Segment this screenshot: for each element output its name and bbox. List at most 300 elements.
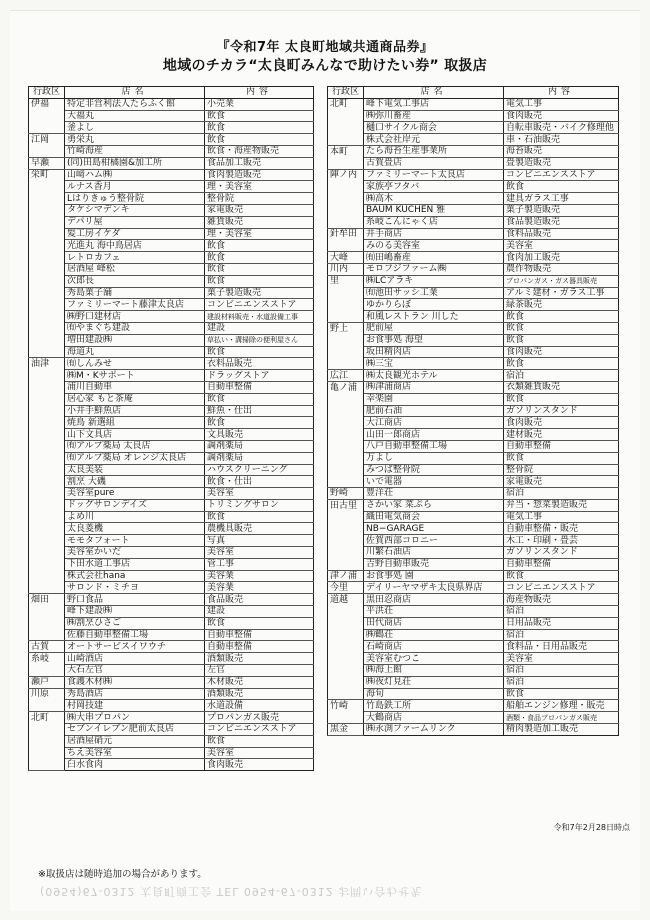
content-cell: 飲食	[205, 110, 314, 122]
store-name-cell: 野口食品	[65, 594, 205, 606]
store-header: 店名	[364, 87, 504, 99]
content-cell: 自動車整備	[205, 641, 314, 653]
table-row	[328, 594, 619, 606]
store-name-cell: 竹島鉄工所	[364, 700, 504, 712]
district-cell	[328, 452, 364, 464]
table-row	[328, 488, 619, 500]
table-row	[29, 582, 314, 594]
store-name-cell: ㈱海上館	[364, 665, 504, 677]
table-row	[328, 358, 619, 370]
district-cell	[328, 641, 364, 653]
content-cell: 飲食	[205, 134, 314, 146]
content-cell: 海苔販売	[504, 145, 619, 157]
content-cell: 食肉加工販売	[504, 252, 619, 264]
table-row	[328, 334, 619, 346]
content-cell: 飲食	[205, 122, 314, 134]
table-row	[328, 299, 619, 311]
table-row	[29, 429, 314, 441]
district-cell: 江岡	[29, 134, 65, 146]
content-cell: 飲食・仕出	[205, 476, 314, 488]
district-cell	[328, 464, 364, 476]
table-row	[29, 676, 314, 688]
content-cell: 左官	[205, 665, 314, 677]
district-cell	[328, 216, 364, 228]
content-cell: 草払い・溝掃除の便利屋さん	[205, 334, 314, 346]
table-row	[328, 240, 619, 252]
content-cell: 菓子製造販売	[504, 204, 619, 216]
district-cell	[29, 582, 65, 594]
table-row	[328, 252, 619, 264]
table-row	[29, 547, 314, 559]
table-row	[29, 735, 314, 747]
table-row	[328, 381, 619, 393]
district-cell	[29, 287, 65, 299]
store-name-cell: 光進丸 海中鳥居店	[65, 240, 205, 252]
table-row	[29, 665, 314, 677]
district-cell	[29, 299, 65, 311]
store-name-cell: 古賀畳店	[364, 157, 504, 169]
district-cell	[29, 122, 65, 134]
store-name-cell: みつば整骨院	[364, 464, 504, 476]
district-cell	[328, 440, 364, 452]
table-row	[328, 535, 619, 547]
store-name-cell: ㈱LCアラキ	[364, 275, 504, 287]
district-cell	[29, 405, 65, 417]
content-cell: ガソリンスタンド	[504, 547, 619, 559]
content-cell: 宿泊	[504, 488, 619, 500]
store-name-cell: 峰下建設㈱	[65, 606, 205, 618]
district-cell	[29, 511, 65, 523]
district-cell: 田古里	[328, 499, 364, 511]
store-name-cell: 勇栄丸	[65, 134, 205, 146]
table-row	[328, 452, 619, 464]
district-cell: 今里	[328, 582, 364, 594]
district-cell	[328, 429, 364, 441]
district-cell: 道越	[328, 594, 364, 606]
district-cell	[328, 712, 364, 724]
store-name-cell: 美容室pure	[65, 488, 205, 500]
district-cell	[29, 617, 65, 629]
content-cell: コンビニエンスストア	[205, 724, 314, 736]
store-name-cell: 糸岐こんにゃく店	[364, 216, 504, 228]
district-cell: 油津	[29, 358, 65, 370]
content-cell: 食肉販売	[504, 110, 619, 122]
table-row	[29, 216, 314, 228]
store-name-cell: 肥前屋	[364, 322, 504, 334]
content-cell: 精肉製造加工販売	[504, 724, 619, 736]
table-row	[29, 157, 314, 169]
content-cell: 食品製造販売	[504, 216, 619, 228]
district-cell: 北町	[328, 98, 364, 110]
table-row	[29, 712, 314, 724]
table-row	[29, 641, 314, 653]
store-name-cell: ㈱弥川畜産	[364, 110, 504, 122]
content-cell: 家電販売	[205, 204, 314, 216]
store-name-cell: 割烹 大磯	[65, 476, 205, 488]
store-name-cell: 秀島菓子舗	[65, 287, 205, 299]
table-row	[328, 405, 619, 417]
content-cell: 食品加工販売	[205, 157, 314, 169]
table-row	[328, 169, 619, 181]
store-name-cell: 臼水食肉	[65, 759, 205, 771]
district-cell	[29, 735, 65, 747]
table-row	[29, 594, 314, 606]
content-cell: 建設	[205, 606, 314, 618]
content-cell: アルミ建材・ガラス工事	[504, 287, 619, 299]
content-cell: 宿泊	[504, 606, 619, 618]
content-cell: 飲食	[504, 393, 619, 405]
district-cell	[29, 535, 65, 547]
district-cell	[328, 665, 364, 677]
district-cell: 野崎	[328, 488, 364, 500]
district-cell: 黒金	[328, 724, 364, 736]
content-cell: 電気工事	[504, 98, 619, 110]
district-cell	[328, 523, 364, 535]
district-cell	[29, 204, 65, 216]
district-cell	[29, 275, 65, 287]
table-row	[328, 617, 619, 629]
table-row	[328, 346, 619, 358]
table-row	[328, 145, 619, 157]
content-cell: 建材販売	[504, 429, 619, 441]
store-name-cell: 村岡技建	[65, 700, 205, 712]
district-cell: 北町	[29, 712, 65, 724]
content-cell: 鮮魚・仕出	[205, 405, 314, 417]
store-name-cell: 小井手鮮魚店	[65, 405, 205, 417]
table-row	[29, 346, 314, 358]
district-cell	[29, 228, 65, 240]
table-row	[29, 617, 314, 629]
store-name-cell: 樋口サイクル商会	[364, 122, 504, 134]
district-cell	[29, 570, 65, 582]
table-row	[29, 688, 314, 700]
district-cell	[328, 122, 364, 134]
content-cell: コンビニエンスストア	[504, 582, 619, 594]
table-row	[29, 275, 314, 287]
table-row	[29, 134, 314, 146]
store-name-cell: 海道丸	[65, 346, 205, 358]
district-cell	[29, 381, 65, 393]
store-name-cell: ㈲アルプ薬局 オレンジ太良店	[65, 452, 205, 464]
store-name-cell: セブンイレブン肥前太良店	[65, 724, 205, 736]
table-row	[29, 629, 314, 641]
district-cell	[29, 193, 65, 205]
store-name-cell: お食事処 海望	[364, 334, 504, 346]
district-cell: 本町	[328, 145, 364, 157]
table-row	[328, 606, 619, 618]
table-row	[29, 570, 314, 582]
table-row	[328, 287, 619, 299]
content-cell: 酒類販売	[205, 653, 314, 665]
district-cell	[328, 688, 364, 700]
footnote: ※取扱店は随時追加の場合があります。	[38, 869, 207, 880]
district-cell	[29, 464, 65, 476]
district-cell	[29, 440, 65, 452]
content-cell: 美容室	[504, 240, 619, 252]
store-name-cell: さかい家 菜ぷら	[364, 499, 504, 511]
district-cell: 畑田	[29, 594, 65, 606]
content-cell: 写真	[205, 535, 314, 547]
store-name-cell: 峰下電気工事店	[364, 98, 504, 110]
content-cell: 理・美容室	[205, 228, 314, 240]
district-cell	[328, 405, 364, 417]
content-cell: 建具ガラス工事	[504, 193, 619, 205]
store-name-cell: 焼鳥 新選組	[65, 417, 205, 429]
store-name-cell: 川繁石油店	[364, 547, 504, 559]
content-cell: 木工・印刷・畳芸	[504, 535, 619, 547]
content-cell: ガソリンスタンド	[504, 405, 619, 417]
store-name-cell: 佐賀西部コロニー	[364, 535, 504, 547]
store-name-cell: 石崎商店	[364, 641, 504, 653]
content-cell: 宿泊	[504, 370, 619, 382]
store-name-cell: 居酒屋 峰松	[65, 263, 205, 275]
content-cell: 飲食	[504, 181, 619, 193]
table-row	[328, 641, 619, 653]
table-row	[29, 204, 314, 216]
content-cell: 理・美容室	[205, 181, 314, 193]
store-name-cell: 食護木材㈱	[65, 676, 205, 688]
content-cell: 飲食	[504, 334, 619, 346]
content-cell: 電気工事	[504, 511, 619, 523]
table-row	[29, 405, 314, 417]
store-name-cell: ㈱鶴荘	[364, 629, 504, 641]
table-row	[29, 511, 314, 523]
district-cell	[29, 322, 65, 334]
store-name-cell: ㈲しんみせ	[65, 358, 205, 370]
district-cell: 伊福	[29, 98, 65, 110]
content-cell: 飲食	[205, 252, 314, 264]
content-cell: 自動車整備	[504, 440, 619, 452]
store-name-cell: 居酒屋硝元	[65, 735, 205, 747]
district-cell	[29, 110, 65, 122]
district-cell	[328, 476, 364, 488]
table-row	[328, 275, 619, 287]
store-name-cell: タケシマデンキ	[65, 204, 205, 216]
district-cell	[29, 759, 65, 771]
store-name-cell: デパリ屋	[65, 216, 205, 228]
store-name-cell: ㈱永渕ファームリンク	[364, 724, 504, 736]
district-cell: 広江	[328, 370, 364, 382]
store-name-cell: ゆかりらぼ	[364, 299, 504, 311]
content-cell: 調剤薬局	[205, 452, 314, 464]
store-name-cell: 次郎長	[65, 275, 205, 287]
content-cell: トリミングサロン	[205, 499, 314, 511]
district-cell: 亀ノ浦	[328, 381, 364, 393]
store-name-cell: 家族亭フタバ	[364, 181, 504, 193]
table-row	[29, 700, 314, 712]
table-row	[328, 110, 619, 122]
store-name-cell: 浦川自動車	[65, 381, 205, 393]
content-cell: 飲食	[205, 393, 314, 405]
district-cell	[328, 653, 364, 665]
content-cell: 弁当・惣菜製造販売	[504, 499, 619, 511]
bottom-faint-text: (0954)67-0312 太良町商工会 TEL 0954-67-0312 お問い合わせ先	[40, 885, 423, 898]
content-cell: ドラッグストア	[205, 370, 314, 382]
store-name-cell: 株式会社hana	[65, 570, 205, 582]
store-name-cell: ㈱大串プロパン	[65, 712, 205, 724]
content-cell: 飲食	[205, 417, 314, 429]
store-name-cell: BAUM KUCHEN 雅	[364, 204, 504, 216]
content-cell: 自動車整備・販売	[504, 523, 619, 535]
table-row	[29, 370, 314, 382]
district-cell	[29, 724, 65, 736]
content-cell: 宿泊	[504, 665, 619, 677]
store-name-cell: NB−GARAGE	[364, 523, 504, 535]
content-cell: 美容業	[205, 570, 314, 582]
content-cell: 飲食	[205, 275, 314, 287]
content-cell: 木材販売	[205, 676, 314, 688]
district-cell	[328, 606, 364, 618]
store-name-cell: ㈱高木	[364, 193, 504, 205]
district-cell	[29, 263, 65, 275]
store-name-cell: 和風レストラン 川した	[364, 311, 504, 323]
district-cell	[29, 181, 65, 193]
district-cell	[29, 523, 65, 535]
table-row	[328, 523, 619, 535]
content-cell: 美容業	[205, 582, 314, 594]
district-cell: 野上	[328, 322, 364, 334]
store-name-cell: 山下文具店	[65, 429, 205, 441]
district-cell	[328, 204, 364, 216]
store-name-cell: 坂田精肉店	[364, 346, 504, 358]
district-cell	[328, 334, 364, 346]
district-cell	[328, 511, 364, 523]
content-cell: 農作物販売	[504, 263, 619, 275]
district-cell	[29, 476, 65, 488]
district-cell	[29, 145, 65, 157]
table-row	[328, 193, 619, 205]
store-name-cell: 増田建設㈱	[65, 334, 205, 346]
district-cell	[328, 535, 364, 547]
table-row	[328, 582, 619, 594]
content-cell: 整骨院	[205, 193, 314, 205]
table-row	[328, 712, 619, 724]
content-cell: 整骨院	[504, 464, 619, 476]
district-cell: 里	[328, 275, 364, 287]
table-row	[29, 523, 314, 535]
table-row	[328, 724, 619, 736]
content-cell: 衣料品販売	[205, 358, 314, 370]
store-name-cell: 山﨑ハム㈱	[65, 169, 205, 181]
store-name-cell: ㈲田嶋畜産	[364, 252, 504, 264]
store-name-cell: 山田一郎商店	[364, 429, 504, 441]
store-name-cell: 山崎酒店	[65, 653, 205, 665]
district-cell: 津ノ浦	[328, 570, 364, 582]
store-name-cell: 大福丸	[65, 110, 205, 122]
content-cell: 建設材料販売・水道設備工事	[205, 311, 314, 323]
district-cell	[29, 393, 65, 405]
table-row	[328, 570, 619, 582]
store-name-cell: 田代商店	[364, 617, 504, 629]
table-row	[29, 98, 314, 110]
district-cell	[328, 110, 364, 122]
table-row	[29, 228, 314, 240]
district-cell	[29, 417, 65, 429]
table-row	[328, 547, 619, 559]
table-row	[29, 287, 314, 299]
store-name-cell: 株式会社岸元	[364, 134, 504, 146]
store-name-cell: モロフジファーム㈱	[364, 263, 504, 275]
table-row	[328, 311, 619, 323]
store-name-cell: ㈱夜灯見荘	[364, 676, 504, 688]
store-name-cell: みのる美容室	[364, 240, 504, 252]
store-name-cell: ㈱太良観光ホテル	[364, 370, 504, 382]
district-cell	[29, 452, 65, 464]
store-name-cell: (同)田島柑橘園&加工所	[65, 157, 205, 169]
table-row	[29, 417, 314, 429]
district-cell	[29, 558, 65, 570]
district-cell	[328, 134, 364, 146]
right-table-body	[328, 98, 619, 735]
district-cell	[29, 311, 65, 323]
district-cell	[29, 547, 65, 559]
district-header: 行政区	[328, 87, 364, 99]
store-name-cell: ㈱野口建材店	[65, 311, 205, 323]
table-row	[328, 157, 619, 169]
date-note: 令和7年2月28日時点	[553, 823, 630, 832]
content-cell: プロパンガス・ガス器具販売	[504, 275, 619, 287]
store-name-cell: 海旬	[364, 688, 504, 700]
content-cell: ハウスクリーニング	[205, 464, 314, 476]
table-row	[29, 499, 314, 511]
table-row	[328, 499, 619, 511]
table-row	[328, 98, 619, 110]
content-cell: 文具販売	[205, 429, 314, 441]
left-table-body	[29, 98, 314, 770]
district-cell	[328, 676, 364, 688]
content-cell: 自動車整備	[205, 629, 314, 641]
table-row	[328, 322, 619, 334]
store-name-cell: 下田水道工事店	[65, 558, 205, 570]
table-row	[328, 511, 619, 523]
district-cell	[29, 499, 65, 511]
district-cell: 陣ノ内	[328, 169, 364, 181]
store-name-cell: ㈱津浦商店	[364, 381, 504, 393]
table-row	[328, 134, 619, 146]
store-name-cell: お食事処 園	[364, 570, 504, 582]
content-cell: 宿泊	[504, 676, 619, 688]
store-name-cell: 八戸自動車整備工場	[364, 440, 504, 452]
content-cell: 車・石油販売	[504, 134, 619, 146]
district-cell	[29, 700, 65, 712]
store-name-cell: 秀島酒店	[65, 688, 205, 700]
district-cell	[328, 629, 364, 641]
content-cell: コンビニエンスストア	[205, 299, 314, 311]
store-name-cell: ファミリーマート太良店	[364, 169, 504, 181]
table-row	[29, 464, 314, 476]
table-row	[328, 228, 619, 240]
store-name-cell: 幸楽園	[364, 393, 504, 405]
content-header: 内容	[205, 87, 314, 99]
table-row	[328, 464, 619, 476]
store-name-cell: 吉野自動車販売	[364, 558, 504, 570]
content-cell: 飲食	[504, 570, 619, 582]
district-cell	[29, 747, 65, 759]
district-cell	[328, 558, 364, 570]
store-name-cell: 太良美装	[65, 464, 205, 476]
district-cell	[328, 193, 364, 205]
content-cell: 自動車整備	[504, 558, 619, 570]
district-cell	[29, 665, 65, 677]
store-name-cell: ㈲やまぐち建設	[65, 322, 205, 334]
content-cell: 海産物販売	[504, 594, 619, 606]
district-cell: 古賀	[29, 641, 65, 653]
content-cell: 美容室	[205, 747, 314, 759]
store-name-cell: 黒田忍商店	[364, 594, 504, 606]
district-cell	[29, 488, 65, 500]
table-row	[29, 122, 314, 134]
table-row	[328, 370, 619, 382]
